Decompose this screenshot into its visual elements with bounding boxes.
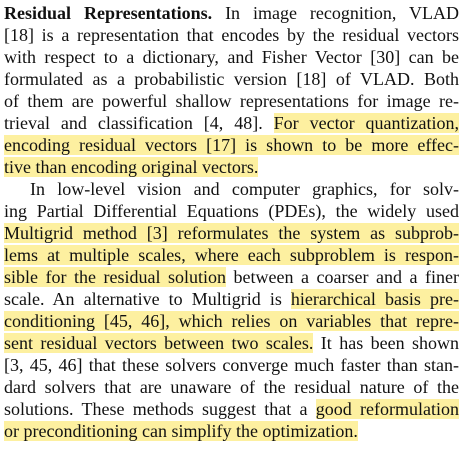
highlighted-text: conditioning [45, 46], which relies on variables that repre- <box>4 311 459 331</box>
text-segment: trieval and classification [4, 48]. <box>4 113 274 133</box>
text-segment: formulated as a probabilistic version [18] of VLAD. Both <box>4 69 459 89</box>
highlighted-text: tive than encoding original vectors. <box>4 157 259 177</box>
text-line <box>4 46 459 68</box>
text-line <box>4 244 459 266</box>
text-segment: In image recognition, VLAD <box>212 3 459 23</box>
text-line <box>4 222 459 244</box>
text-line <box>4 156 459 178</box>
text-line <box>4 266 459 288</box>
section-heading: Residual Representations. <box>4 3 213 23</box>
highlighted-text: sible for the residual solution <box>4 267 227 287</box>
highlighted-text: encoding residual vectors [17] is shown to be more effec- <box>4 135 459 155</box>
text-segment: [18] is a representation that encodes by the residual vectors <box>4 25 459 45</box>
highlighted-text: hierarchical basis pre- <box>290 289 459 309</box>
text-segment: ing Partial Differential Equations (PDEs), the widely used <box>4 201 459 221</box>
text-line <box>4 288 459 310</box>
highlighted-text: Multigrid method [3] reformulates the system as subprob- <box>4 223 459 243</box>
text-segment: with respect to a dictionary, and Fisher Vector [30] can be <box>4 47 459 67</box>
text-line <box>4 376 459 398</box>
text-segment: It has been shown <box>313 333 459 353</box>
text-line <box>4 200 459 222</box>
highlighted-text: For vector quantization, <box>273 113 459 133</box>
text-line <box>4 310 459 332</box>
text-line <box>4 24 459 46</box>
text-segment: dard solvers that are unaware of the residual nature of the <box>4 377 459 397</box>
highlighted-text: good reformulation <box>315 399 459 419</box>
text-segment: [3, 45, 46] that these solvers converge much faster than stan- <box>4 355 459 375</box>
text-line <box>4 134 459 156</box>
text-line <box>4 68 459 90</box>
text-line <box>4 398 459 420</box>
text-segment: In low-level vision and computer graphics, for solv- <box>30 179 459 199</box>
text-segment: of them are powerful shallow representations for image re- <box>4 91 459 111</box>
text-line <box>4 112 459 134</box>
highlighted-text: sent residual vectors between two scales. <box>4 333 314 353</box>
highlighted-text: lems at multiple scales, where each subproblem is respon- <box>4 245 459 265</box>
text-line <box>30 178 459 200</box>
text-segment: between a coarser and a finer <box>226 267 459 287</box>
text-line <box>4 354 459 376</box>
text-line <box>4 90 459 112</box>
highlighted-text: or preconditioning can simplify the optimization. <box>4 421 358 441</box>
text-line <box>4 2 459 24</box>
text-segment: scale. An alternative to Multigrid is <box>4 289 291 309</box>
text-line <box>4 420 459 442</box>
text-line <box>4 332 459 354</box>
text-segment: solutions. These methods suggest that a <box>4 399 316 419</box>
